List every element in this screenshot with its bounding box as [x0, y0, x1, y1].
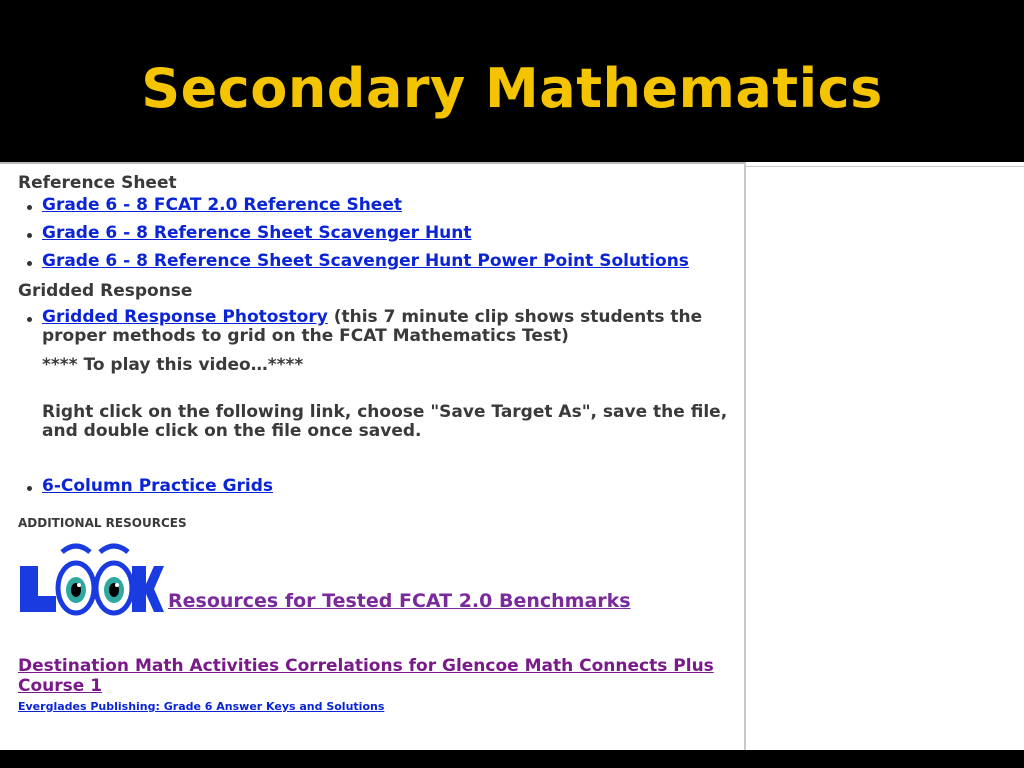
- blank-panel: [746, 162, 1024, 750]
- list-item: [42, 252, 738, 271]
- everglades-publishing-link[interactable]: Everglades Publishing: Grade 6 Answer Keys and Solutions: [18, 700, 385, 713]
- play-video-note: **** To play this video…****: [42, 355, 304, 375]
- photostory-description: (this 7 minute clip shows students the proper methods to grid on the FCAT Mathematics Test): [42, 307, 703, 346]
- gridded-response-heading: Gridded Response: [18, 281, 193, 301]
- reference-links-list: [18, 196, 738, 271]
- divider: [746, 166, 1024, 167]
- list-item: [42, 477, 738, 496]
- destination-math-link[interactable]: Destination Math Activities Correlations for Glencoe Math Connects Plus Course 1: [18, 656, 714, 696]
- list-item: [42, 308, 738, 441]
- practice-grids-link[interactable]: 6-Column Practice Grids: [42, 476, 274, 496]
- save-instructions: Right click on the following link, choose "Save Target As", save the file, and double click on the file once saved.: [42, 402, 728, 441]
- scavenger-hunt-solutions-link[interactable]: Grade 6 - 8 Reference Sheet Scavenger Hunt Power Point Solutions: [42, 251, 689, 271]
- photostory-link[interactable]: Gridded Response Photostory: [42, 307, 328, 327]
- gridded-links-list: [18, 308, 738, 496]
- webpage-screenshot: [0, 162, 746, 750]
- reference-sheet-heading: Reference Sheet: [18, 173, 177, 193]
- look-logo-icon[interactable]: [18, 540, 164, 616]
- additional-resources-heading: ADDITIONAL RESOURCES: [18, 516, 187, 530]
- list-item: [42, 196, 738, 215]
- benchmarks-resources-link[interactable]: Resources for Tested FCAT 2.0 Benchmarks: [168, 590, 631, 612]
- scavenger-hunt-link[interactable]: Grade 6 - 8 Reference Sheet Scavenger Hunt: [42, 223, 472, 243]
- look-resources-row: [18, 540, 738, 616]
- reference-sheet-link[interactable]: Grade 6 - 8 FCAT 2.0 Reference Sheet: [42, 195, 402, 215]
- slide-title-bar: [0, 0, 1024, 160]
- list-item: [42, 224, 738, 243]
- slide-title: Secondary Mathematics: [141, 56, 883, 120]
- webpage-content: [18, 172, 738, 713]
